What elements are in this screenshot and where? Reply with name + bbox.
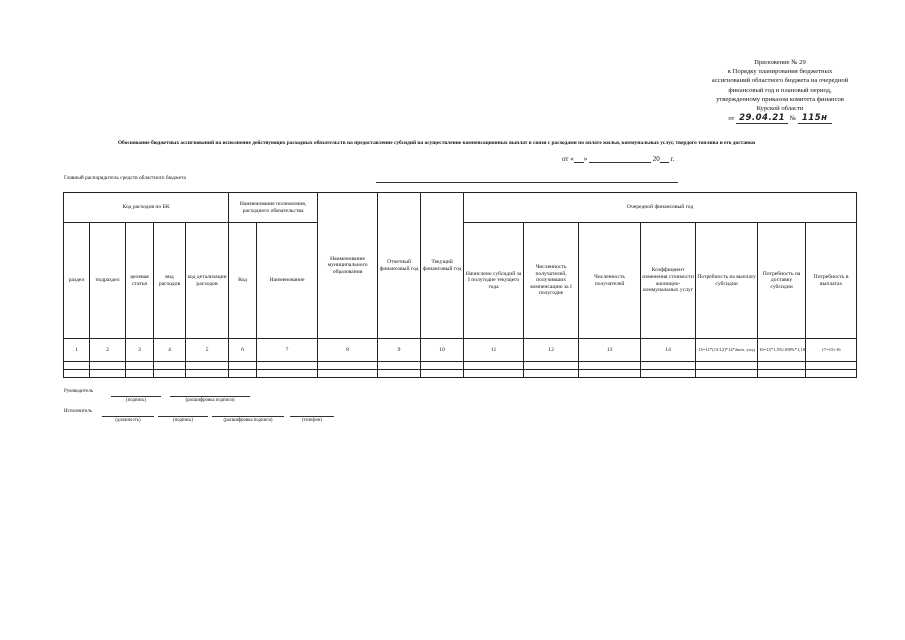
header-col-6: Код	[229, 223, 257, 339]
header-next-year: Очередной финансовый год	[464, 193, 857, 223]
table-cell[interactable]	[378, 370, 421, 378]
table-cell[interactable]	[696, 370, 758, 378]
header-col-12: Численность получателей, получивших компенсацию за I полугодие	[524, 223, 579, 339]
table-cell[interactable]	[64, 370, 90, 378]
col-number: 12	[524, 339, 579, 362]
header-col-3: целевая статья	[126, 223, 154, 339]
numbers-row	[64, 339, 857, 362]
table-cell[interactable]	[806, 362, 857, 370]
day-field[interactable]	[574, 155, 584, 163]
header-col-10: Текущий финансовый год	[421, 193, 464, 339]
year-prefix: 20	[652, 155, 660, 163]
head-caption-sign: (подпись)	[126, 398, 146, 403]
table-cell[interactable]	[378, 362, 421, 370]
order-number: 115н	[798, 114, 832, 124]
table-cell[interactable]	[464, 362, 524, 370]
header-col-15: Потребность на выплату субсидии	[696, 223, 758, 339]
head-sign-field[interactable]	[111, 396, 161, 397]
appendix-line: утвержденному приказом комитета финансов	[716, 95, 844, 103]
col-number: 4	[154, 339, 186, 362]
table-cell[interactable]	[229, 370, 257, 378]
exec-caption-position: (должность)	[115, 418, 141, 423]
table-cell[interactable]	[90, 362, 126, 370]
table-cell[interactable]	[421, 362, 464, 370]
header-col-9: Отчетный финансовый год	[378, 193, 421, 339]
appendix-header	[690, 58, 870, 124]
table-cell[interactable]	[579, 370, 641, 378]
header-col-2: подраздел	[90, 223, 126, 339]
head-name-field[interactable]	[170, 396, 250, 397]
number-label: №	[789, 115, 797, 123]
head-label: Руководитель	[64, 389, 94, 394]
header-col-1: раздел	[64, 223, 90, 339]
col-number: 3	[126, 339, 154, 362]
header-col-16: Потребность на доставку субсидии	[758, 223, 806, 339]
ot-label: от	[728, 115, 735, 123]
col-number: 9	[378, 339, 421, 362]
document-title: Обоснование бюджетных ассигнований на исполнение действующих расходных обязательств на предоставление субсидий на осуществление компенсационных выплат в связи с расходами по оплате жилья, коммунальных услуг, твердого топлива и его доставки	[117, 140, 756, 146]
appendix-line: ассигнований областного бюджета на очередной	[711, 77, 849, 85]
table-row	[64, 370, 857, 378]
appendix-line: Приложение № 29	[754, 59, 806, 66]
date-line	[562, 155, 674, 163]
col-number: 6	[229, 339, 257, 362]
table-cell[interactable]	[257, 362, 318, 370]
header-col-7: Наименование	[257, 223, 318, 339]
date-ot: от	[562, 155, 569, 163]
year-suffix: г.	[670, 155, 675, 163]
exec-position-field[interactable]	[102, 416, 154, 417]
main-manager-field[interactable]	[376, 182, 678, 183]
header-col-17: Потребность в выплатах	[806, 223, 857, 339]
table-cell[interactable]	[641, 362, 696, 370]
appendix-order-line	[690, 114, 870, 124]
col-number: 2	[90, 339, 126, 362]
header-col-11: Начислено субсидий за I полугодие текущего года	[464, 223, 524, 339]
table-cell[interactable]	[64, 362, 90, 370]
main-manager-label: Главный распорядитель средств областного бюджета	[64, 175, 186, 181]
appendix-line: Курской области	[756, 105, 804, 113]
header-col-5: код детализации расходов	[186, 223, 229, 339]
table-cell[interactable]	[126, 362, 154, 370]
col-number: 5	[186, 339, 229, 362]
table-cell[interactable]	[229, 362, 257, 370]
table-cell[interactable]	[579, 362, 641, 370]
table-cell[interactable]	[806, 370, 857, 378]
table-cell[interactable]	[524, 370, 579, 378]
header-col-14: Коэффициент изменения стоимости жилищно-коммунальных услуг	[641, 223, 696, 339]
month-field[interactable]	[589, 155, 651, 163]
table-row	[64, 362, 857, 370]
table-cell[interactable]	[318, 362, 378, 370]
header-col-8: Наименование муниципального образования	[318, 193, 378, 339]
year-field[interactable]	[660, 155, 669, 163]
table-cell[interactable]	[257, 370, 318, 378]
table-cell[interactable]	[641, 370, 696, 378]
table-cell[interactable]	[464, 370, 524, 378]
appendix-line: финансовый год и плановый период,	[728, 86, 832, 94]
header-bk-code: Код расходов по БК	[64, 193, 229, 223]
col-formula: 17=15+16	[806, 339, 857, 362]
quote-open: «	[570, 155, 574, 163]
table-cell[interactable]	[126, 370, 154, 378]
table-cell[interactable]	[154, 362, 186, 370]
table-cell[interactable]	[154, 370, 186, 378]
table-cell[interactable]	[524, 362, 579, 370]
table-cell[interactable]	[758, 370, 806, 378]
appendix-line: к Порядку планирования бюджетных	[727, 68, 833, 76]
table-cell[interactable]	[758, 362, 806, 370]
col-number: 7	[257, 339, 318, 362]
header-authority: Наименование полномочия, расходного обязательства	[229, 193, 318, 223]
col-number: 11	[464, 339, 524, 362]
exec-phone-field[interactable]	[290, 416, 334, 417]
table-cell[interactable]	[90, 370, 126, 378]
col-number: 10	[421, 339, 464, 362]
table-cell[interactable]	[696, 362, 758, 370]
exec-caption-phone: (телефон)	[301, 418, 323, 423]
header-col-4: вид расходов	[154, 223, 186, 339]
exec-caption-name: (расшифровка подписи)	[223, 418, 273, 423]
exec-sign-field[interactable]	[158, 416, 208, 417]
table-cell[interactable]	[186, 362, 229, 370]
col-formula: 16=15*1,5%/100%*1,18	[758, 339, 806, 362]
col-number: 1	[64, 339, 90, 362]
exec-name-field[interactable]	[212, 416, 284, 417]
order-date: 29.04.21	[736, 114, 788, 124]
table-cell[interactable]	[318, 370, 378, 378]
col-formula: 15=11*(13/12)*14*2коп. угод	[696, 339, 758, 362]
col-number: 8	[318, 339, 378, 362]
header-col-13: Численность получателей	[579, 223, 641, 339]
table-cell[interactable]	[186, 370, 229, 378]
col-number: 14	[641, 339, 696, 362]
executor-label: Исполнитель	[64, 409, 92, 414]
head-caption-name: (расшифровка подписи)	[185, 398, 235, 403]
table-cell[interactable]	[421, 370, 464, 378]
col-number: 13	[579, 339, 641, 362]
exec-caption-sign: (подпись)	[173, 418, 193, 423]
quote-close: »	[583, 155, 588, 163]
budget-table	[63, 192, 857, 378]
